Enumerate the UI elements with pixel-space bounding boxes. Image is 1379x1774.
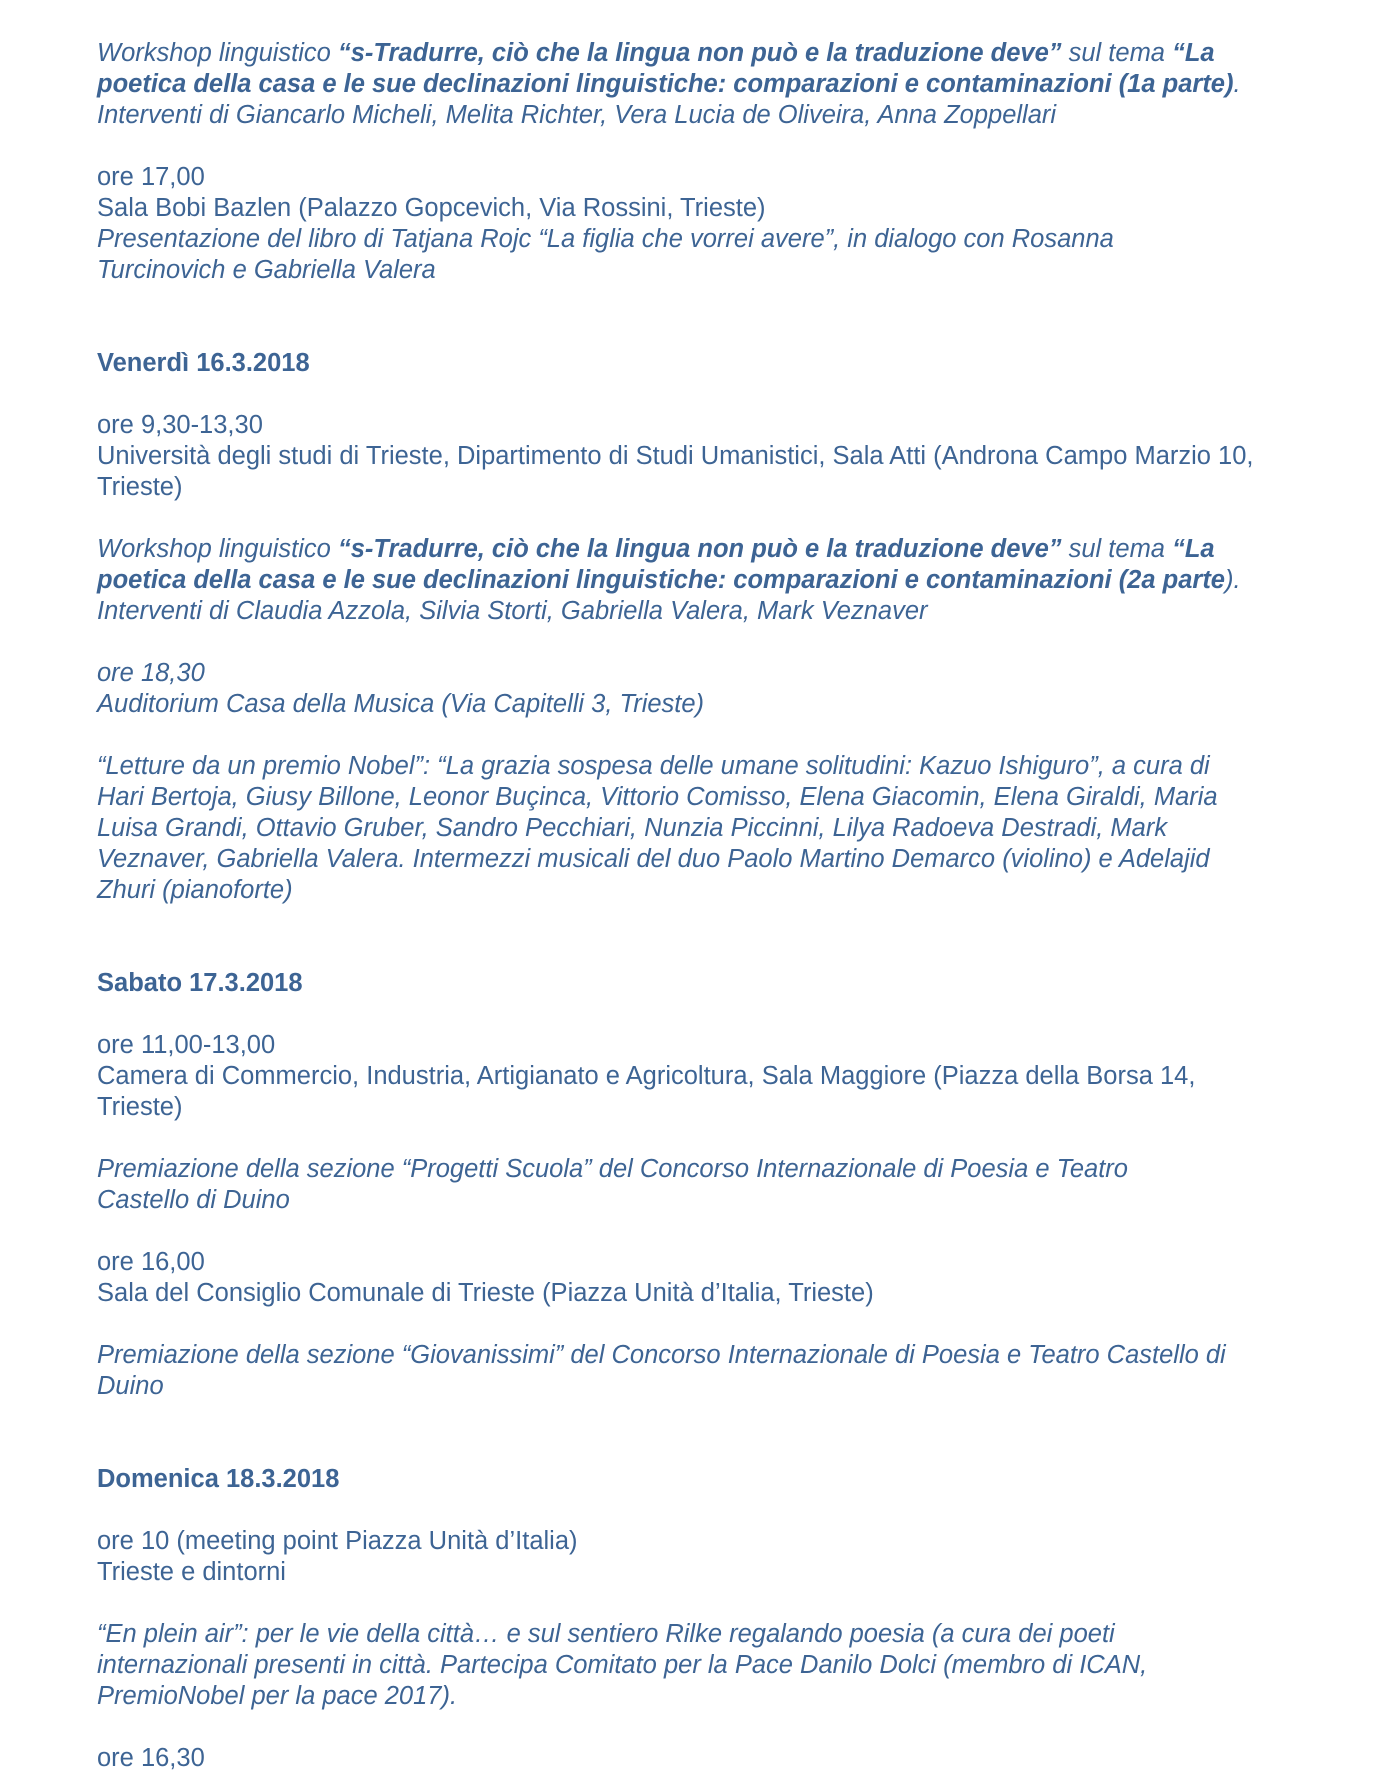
event-time: ore 16,30 — [97, 1744, 205, 1772]
event-description: Presentazione del libro di Tatjana Rojc “La figlia che vorrei avere”, in dialogo con Rosanna Turcinovich e Gabriella Valera — [97, 225, 1114, 284]
workshop-speakers: . Interventi di Giancarlo Micheli, Melita Richter, Vera Lucia de Oliveira, Anna Zoppellari — [97, 70, 1241, 129]
event-venue: Trieste e dintorni — [97, 1558, 286, 1586]
day-heading-saturday: Sabato 17.3.2018 — [97, 969, 303, 997]
event-time: ore 11,00-13,00 — [97, 1031, 276, 1059]
event-description: Premiazione della sezione “Progetti Scuola” del Concorso Internazionale di Poesia e Teatro Castello di Duino — [97, 1155, 1128, 1214]
sul-tema: sul tema — [1061, 535, 1173, 563]
workshop-theme: “La poetica della casa e le sue declinazioni linguistiche: comparazioni e contaminazioni (2a parte — [97, 535, 1225, 594]
day-heading-sunday: Domenica 18.3.2018 — [97, 1465, 340, 1493]
workshop-paragraph-1 — [97, 38, 1257, 131]
workshop-theme: “La poetica della casa e le sue declinazioni linguistiche: comparazioni e contaminazioni (1a parte) — [97, 39, 1234, 98]
workshop-intro: Workshop linguistico — [97, 39, 338, 67]
day-heading-friday: Venerdì 16.3.2018 — [97, 349, 310, 377]
workshop-title: “s-Tradurre, ciò che la lingua non può e la traduzione deve” — [337, 39, 1062, 67]
event-venue: Camera di Commercio, Industria, Artigianato e Agricoltura, Sala Maggiore (Piazza della Borsa 14, Trieste) — [97, 1062, 1196, 1121]
event-time: ore 9,30-13,30 — [97, 411, 263, 439]
event-time: ore 16,00 — [97, 1248, 205, 1276]
workshop-title: “s-Tradurre, ciò che la lingua non può e la traduzione deve” — [337, 535, 1062, 563]
event-time: ore 18,30 — [97, 659, 205, 687]
event-venue: Sala del Consiglio Comunale di Trieste (Piazza Unità d’Italia, Trieste) — [97, 1279, 874, 1307]
event-time: ore 10 (meeting point Piazza Unità d’Italia) — [97, 1527, 578, 1555]
workshop-intro: Workshop linguistico — [97, 535, 338, 563]
workshop-speakers: ). Interventi di Claudia Azzola, Silvia Storti, Gabriella Valera, Mark Veznaver — [97, 566, 1241, 625]
event-venue: Auditorium Casa della Musica (Via Capitelli 3, Trieste) — [97, 690, 705, 718]
event-description: “En plein air”: per le vie della città… e sul sentiero Rilke regalando poesia (a cura dei poeti internazionali presenti in città. Partecipa Comitato per la Pace Danilo Dolci (membro di ICAN, PremioNobel per la pace 2017). — [97, 1620, 1148, 1710]
event-description: Premiazione della sezione “Giovanissimi” del Concorso Internazionale di Poesia e Teatro Castello di Duino — [97, 1341, 1226, 1400]
workshop-paragraph-2 — [97, 534, 1257, 627]
sul-tema: sul tema — [1061, 39, 1173, 67]
event-description: “Letture da un premio Nobel”: “La grazia sospesa delle umane solitudini: Kazuo Ishiguro”, a cura di Hari Bertoja, Giusy Billone, Leonor Buçinca, Vittorio Comisso, Elena Giacomin, Elena Giraldi, Maria Luisa Grandi, Ottavio Gruber, Sandro Pecchiari, Nunzia Piccinni, Lilya Radoeva Destradi, Mark Veznaver, Gabriella Valera. Intermezzi musicali del duo Paolo Martino Demarco (violino) e Adelajid Zhuri (pianoforte) — [97, 752, 1218, 904]
event-venue: Università degli studi di Trieste, Dipartimento di Studi Umanistici, Sala Atti (Androna Campo Marzio 10, Trieste) — [97, 442, 1254, 501]
event-time: ore 17,00 — [97, 163, 205, 191]
event-venue: Sala Bobi Bazlen (Palazzo Gopcevich, Via Rossini, Trieste) — [97, 194, 766, 222]
